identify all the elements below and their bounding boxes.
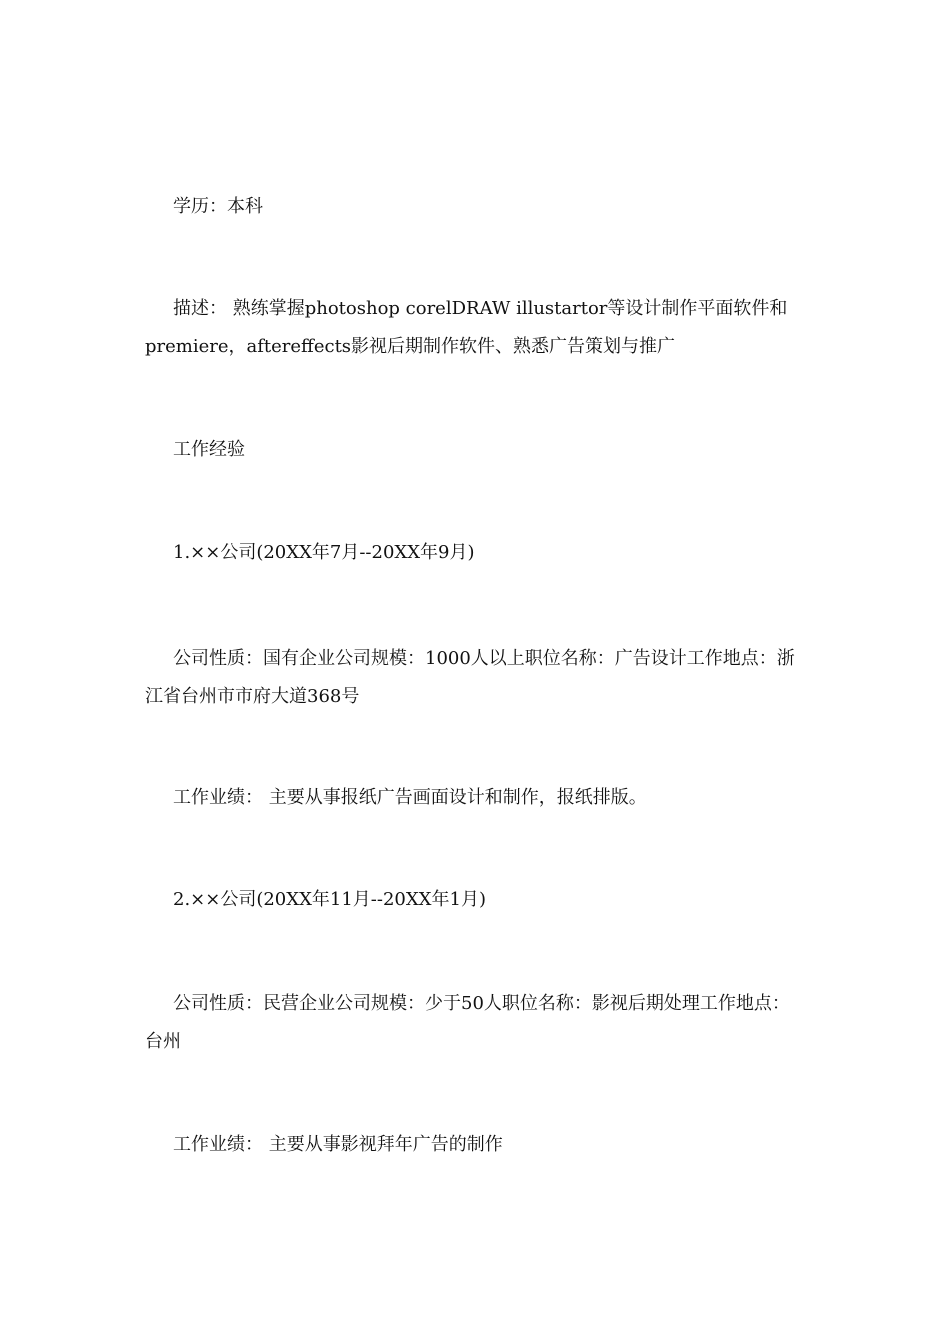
job-2-title: 2.××公司(20XX年11月--20XX年1月): [173, 889, 486, 910]
job-2-company-info: 公司性质：民营企业公司规模：少于50人职位名称：影视后期处理工作地点：台州: [145, 993, 790, 1052]
job-2-achievement: 工作业绩： 主要从事影视拜年广告的制作: [173, 1134, 503, 1155]
work-experience-heading: 工作经验: [173, 439, 245, 460]
job-1-achievement: 工作业绩： 主要从事报纸广告画面设计和制作，报纸排版。: [173, 787, 647, 808]
skills-description: 描述： 熟练掌握photoshop corelDRAW illustartor等设计制作平面软件和premiere，aftereffects影视后期制作软件、熟悉广告策划与推广: [145, 298, 788, 357]
job-1-title: 1.××公司(20XX年7月--20XX年9月): [173, 542, 475, 563]
education-line: 学历：本科: [173, 196, 263, 217]
job-1-company-info: 公司性质：国有企业公司规模：1000人以上职位名称：广告设计工作地点：浙江省台州市市府大道368号: [145, 648, 795, 707]
